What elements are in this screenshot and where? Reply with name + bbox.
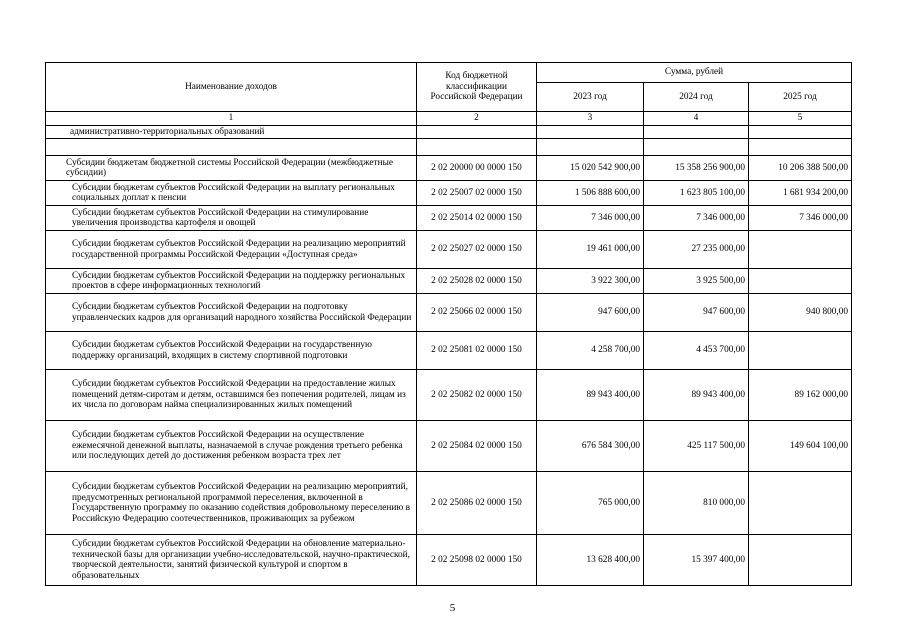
row-code bbox=[417, 139, 537, 156]
header-year-2024: 2024 год bbox=[644, 83, 749, 112]
row-2023: 3 922 300,00 bbox=[537, 269, 644, 294]
page-number: 5 bbox=[449, 602, 456, 614]
row-2025: 7 346 000,00 bbox=[749, 206, 852, 231]
row-2025: 89 162 000,00 bbox=[749, 370, 852, 421]
row-2025 bbox=[749, 231, 852, 269]
row-2025 bbox=[749, 472, 852, 535]
column-number-2: 2 bbox=[417, 112, 537, 126]
row-2025 bbox=[749, 535, 852, 586]
row-2025: 940 800,00 bbox=[749, 294, 852, 332]
row-code bbox=[417, 125, 537, 139]
row-2023: 19 461 000,00 bbox=[537, 231, 644, 269]
header-code-column: Код бюджетной классификации Российской Федерации bbox=[417, 63, 537, 112]
revenue-table bbox=[45, 62, 852, 586]
row-name: Субсидии бюджетам субъектов Российской Федерации на поддержку региональных проектов в сфере информационных технологий bbox=[46, 269, 417, 294]
row-2024: 89 943 400,00 bbox=[644, 370, 749, 421]
row-name: Субсидии бюджетам субъектов Российской Федерации на осуществление ежемесячной денежной выплаты, назначаемой в случае рождения третьего ребенка или последующих детей до достижения ребенком возраста трех лет bbox=[46, 421, 417, 472]
row-2025: 10 206 388 500,00 bbox=[749, 156, 852, 181]
row-2023 bbox=[537, 125, 644, 139]
row-name: Субсидии бюджетам субъектов Российской Федерации на реализацию мероприятий государственной программы Российской Федерации «Доступная среда» bbox=[46, 231, 417, 269]
table-row bbox=[46, 231, 852, 269]
row-2023: 765 000,00 bbox=[537, 472, 644, 535]
header-year-2023: 2023 год bbox=[537, 83, 644, 112]
header-sum-column: Сумма, рублей bbox=[537, 63, 852, 83]
row-2024 bbox=[644, 125, 749, 139]
table-row bbox=[46, 332, 852, 370]
row-2025 bbox=[749, 269, 852, 294]
row-2024: 3 925 500,00 bbox=[644, 269, 749, 294]
column-number-1: 1 bbox=[46, 112, 417, 126]
header-name-column: Наименование доходов bbox=[46, 63, 417, 112]
row-code: 2 02 25066 02 0000 150 bbox=[417, 294, 537, 332]
row-code: 2 02 25028 02 0000 150 bbox=[417, 269, 537, 294]
row-name: Субсидии бюджетам субъектов Российской Федерации на стимулирование увеличения производства картофеля и овощей bbox=[46, 206, 417, 231]
row-name bbox=[46, 139, 417, 156]
header-year-2025: 2025 год bbox=[749, 83, 852, 112]
row-name: Субсидии бюджетам субъектов Российской Федерации на подготовку управленческих кадров для организаций народного хозяйства Российской Федерации bbox=[46, 294, 417, 332]
row-2023: 13 628 400,00 bbox=[537, 535, 644, 586]
table-row bbox=[46, 156, 852, 181]
row-code: 2 02 20000 00 0000 150 bbox=[417, 156, 537, 181]
row-name: Субсидии бюджетам субъектов Российской Федерации на предоставление жилых помещений детям-сиротам и детям, оставшимся без попечения родителей, лицам из их числа по договорам найма специализированных жилых помещений bbox=[46, 370, 417, 421]
row-2025: 1 681 934 200,00 bbox=[749, 181, 852, 206]
row-2024: 947 600,00 bbox=[644, 294, 749, 332]
row-2025 bbox=[749, 125, 852, 139]
row-2025 bbox=[749, 139, 852, 156]
row-2023: 947 600,00 bbox=[537, 294, 644, 332]
column-number-3: 3 bbox=[537, 112, 644, 126]
row-code: 2 02 25027 02 0000 150 bbox=[417, 231, 537, 269]
row-code: 2 02 25081 02 0000 150 bbox=[417, 332, 537, 370]
row-code: 2 02 25082 02 0000 150 bbox=[417, 370, 537, 421]
row-2024: 810 000,00 bbox=[644, 472, 749, 535]
row-2024: 15 397 400,00 bbox=[644, 535, 749, 586]
row-2023: 89 943 400,00 bbox=[537, 370, 644, 421]
table-row bbox=[46, 269, 852, 294]
row-code: 2 02 25014 02 0000 150 bbox=[417, 206, 537, 231]
row-2024: 4 453 700,00 bbox=[644, 332, 749, 370]
table-row bbox=[46, 535, 852, 586]
row-name: Субсидии бюджетам субъектов Российской Федерации на реализацию мероприятий, предусмотренных региональной программой переселения, включенной в Государственную программу по оказанию содействия добровольному переселению в Российскую Федерацию соотечественников, проживающих за рубежом bbox=[46, 472, 417, 535]
row-2024 bbox=[644, 139, 749, 156]
table-row bbox=[46, 181, 852, 206]
column-number-5: 5 bbox=[749, 112, 852, 126]
row-2023: 7 346 000,00 bbox=[537, 206, 644, 231]
table-row bbox=[46, 206, 852, 231]
row-code: 2 02 25084 02 0000 150 bbox=[417, 421, 537, 472]
table-row bbox=[46, 421, 852, 472]
table-row bbox=[46, 125, 852, 139]
row-2024: 1 623 805 100,00 bbox=[644, 181, 749, 206]
row-2024: 425 117 500,00 bbox=[644, 421, 749, 472]
row-code: 2 02 25007 02 0000 150 bbox=[417, 181, 537, 206]
row-2025: 149 604 100,00 bbox=[749, 421, 852, 472]
row-2024: 15 358 256 900,00 bbox=[644, 156, 749, 181]
row-name: Субсидии бюджетам субъектов Российской Федерации на государственную поддержку организаций, входящих в систему спортивной подготовки bbox=[46, 332, 417, 370]
row-2024: 27 235 000,00 bbox=[644, 231, 749, 269]
column-number-4: 4 bbox=[644, 112, 749, 126]
row-2023 bbox=[537, 139, 644, 156]
row-name: Субсидии бюджетам субъектов Российской Федерации на обновление материально-технической базы для организации учебно-исследовательской, научно-практической, творческой деятельности, занятий физической культурой и спортом в образовательных bbox=[46, 535, 417, 586]
table-row bbox=[46, 370, 852, 421]
row-2023: 4 258 700,00 bbox=[537, 332, 644, 370]
row-2025 bbox=[749, 332, 852, 370]
row-name: Субсидии бюджетам субъектов Российской Федерации на выплату региональных социальных доплат к пенсии bbox=[46, 181, 417, 206]
row-code: 2 02 25098 02 0000 150 bbox=[417, 535, 537, 586]
row-2023: 1 506 888 600,00 bbox=[537, 181, 644, 206]
row-name: административно-территориальных образований bbox=[46, 125, 417, 139]
row-2023: 676 584 300,00 bbox=[537, 421, 644, 472]
row-code: 2 02 25086 02 0000 150 bbox=[417, 472, 537, 535]
row-2024: 7 346 000,00 bbox=[644, 206, 749, 231]
table-row bbox=[46, 139, 852, 156]
table-row bbox=[46, 294, 852, 332]
table-row bbox=[46, 472, 852, 535]
row-2023: 15 020 542 900,00 bbox=[537, 156, 644, 181]
row-name: Субсидии бюджетам бюджетной системы Российской Федерации (межбюджетные субсидии) bbox=[46, 156, 417, 181]
